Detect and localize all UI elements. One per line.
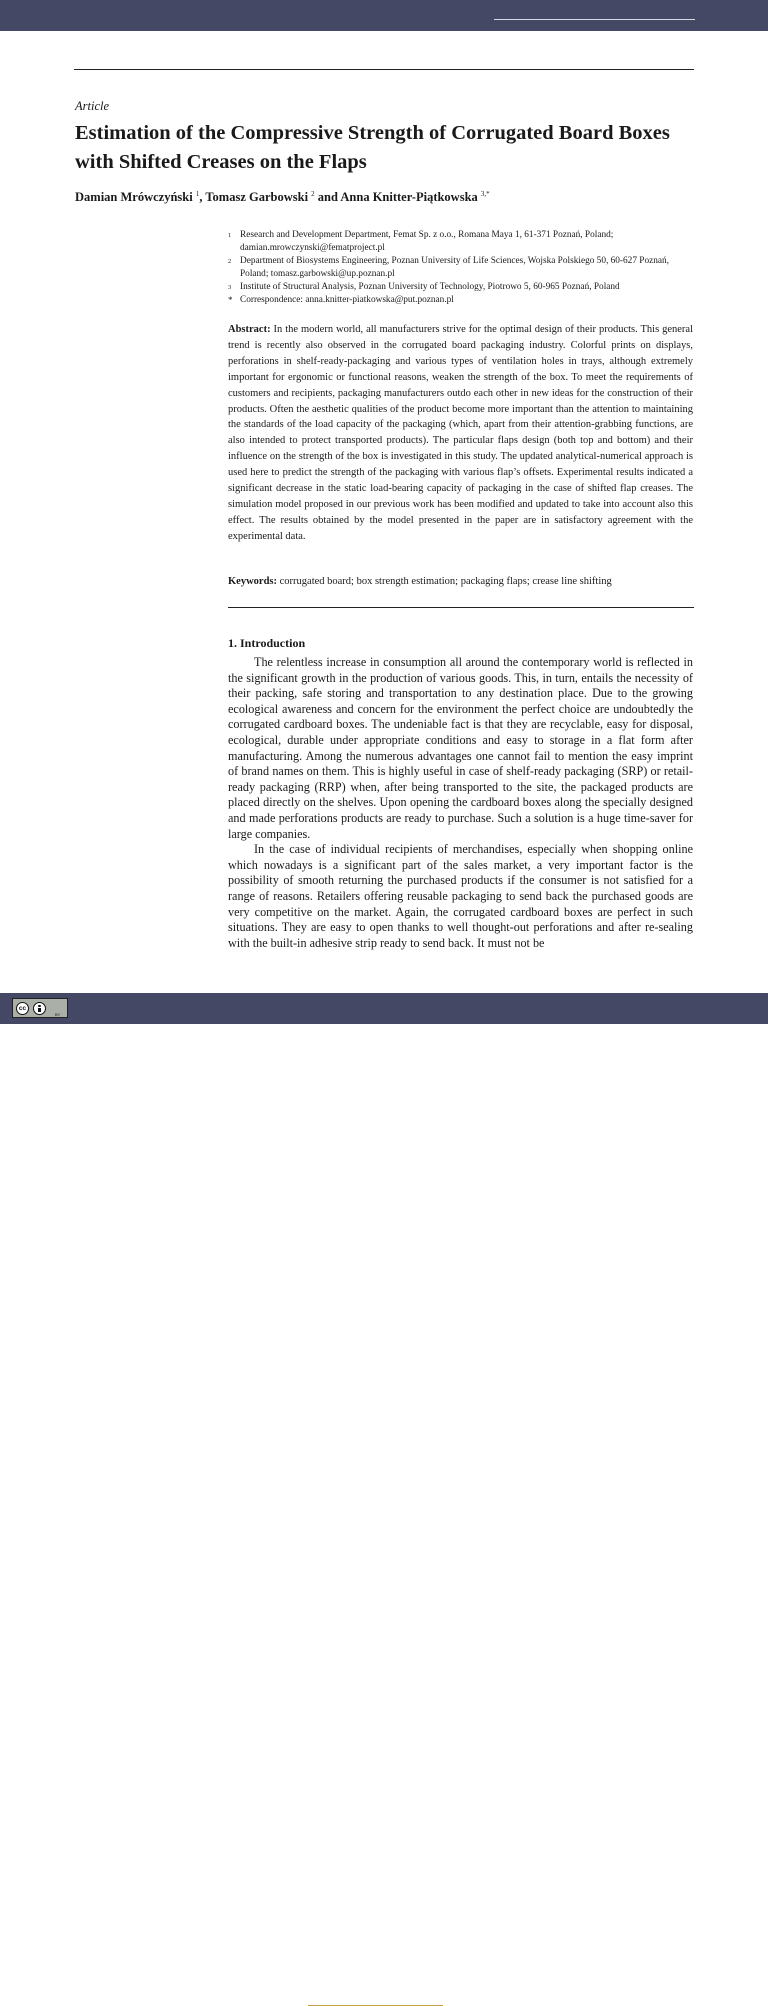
license-label: BY	[55, 1012, 61, 1017]
author-affiliation-mark: 2	[311, 190, 315, 198]
author-separator: and	[314, 190, 341, 205]
section-heading-introduction: 1. Introduction	[228, 636, 306, 650]
affiliation-item	[228, 255, 698, 281]
affiliation-mark: 2	[228, 258, 232, 265]
top-banner	[0, 0, 768, 31]
keywords-label: Keywords:	[228, 576, 277, 587]
article-title: Estimation of the Compressive Strength of Corrugated Board Boxes with Shifted Creases on the Flaps	[75, 122, 670, 173]
abstract	[228, 322, 693, 545]
section-rule	[228, 607, 694, 608]
cc-by-icon[interactable]	[12, 998, 68, 1018]
abstract-text: In the modern world, all manufacturers strive for the optimal design of their products. This general trend is recently also observed in the corrugated board packaging industry. Colorful prints on displays, perforations in shelf-ready-packaging and various types of ventilation holes in trays, although extremely important for ergonomic or functional reasons, weaken the strength of the box. To meet the requirements of customers and recipients, packaging manufacturers outdo each other in new ideas for the construction of their products. Often the aesthetic qualities of the product become more important than the attention to maintaining the standards of the load capacity of the packaging (which, apart from their attention-grabbing functions, are also intended to protect transported products). The particular flaps design (both top and bottom) and their influence on the strength of the box is investigated in this study. The updated analytical-numerical approach is used here to predict the strength of the packaging with various flap’s offsets. Experimental results indicated a significant decrease in the static load-bearing capacity of packaging in the case of shifted flap creases. The simulation model proposed in our previous work has been modified and updated to take into account also this effect. The results obtained by the model presented in the paper are in satisfactory agreement with the experimental data.	[228, 324, 694, 542]
keywords	[228, 574, 693, 590]
bottom-banner	[0, 993, 768, 1024]
affiliation-text: Research and Development Department, Femat Sp. z o.o., Romana Maya 1, 61-371 Poznań, Poland; damian.mrowczynski@fematproject.pl	[240, 230, 614, 253]
author-list	[75, 190, 490, 205]
attribution-icon	[33, 1002, 46, 1015]
author-affiliation-mark: 1	[195, 190, 200, 198]
affiliation-mark: 3	[228, 284, 232, 291]
abstract-label: Abstract:	[228, 324, 271, 335]
affiliation-mark: *	[228, 295, 233, 305]
keywords-text: corrugated board; box strength estimation; packaging flaps; crease line shifting	[279, 576, 612, 587]
author-name: Damian Mrówczyński	[75, 190, 193, 205]
header-rule	[74, 69, 694, 70]
top-banner-rule	[494, 19, 695, 20]
author-separator: ,	[199, 190, 206, 205]
article-type: Article	[75, 99, 110, 113]
affiliation-item	[228, 229, 698, 255]
introduction-body	[228, 655, 693, 951]
affiliation-text: Institute of Structural Analysis, Poznan University of Technology, Piotrowo 5, 60-965 Poznań, Poland	[240, 282, 620, 292]
paragraph: In the case of individual recipients of merchandises, especially when shopping online which nowadays is a significant part of the sales market, a very important factor is the possibility of smooth returning the purchased products if the consumer is not satisfied for a range of reasons. Retailers offering reusable packaging to send back the purchased goods are very competitive on the market. Again, the corrugated cardboard boxes are perfect in such situations. They are easy to open thanks to well thought-out perforations and after re-sealing with the built-in adhesive strip ready to send back. It must not be	[228, 842, 693, 950]
affiliation-text: Department of Biosystems Engineering, Poznan University of Life Sciences, Wojska Polskiego 50, 60-627 Poznań, Poland; tomasz.garbowski@up.poznan.pl	[240, 256, 669, 279]
author-name: Tomasz Garbowski	[205, 190, 309, 205]
paragraph: The relentless increase in consumption all around the contemporary world is reflected in the significant growth in the production of various goods. This, in turn, entails the necessity of their packing, safe storing and transportation to any destination place. Due to the growing ecological awareness and concern for the environment the perfect choice are undoubtedly the corrugated cardboard boxes. The undeniable fact is that they are recyclable, easy for disposal, ecological, durable under appropriate conditions and easy to storage in a flat form after manufacturing. Among the numerous advantages one cannot fail to mention the easy imprint of brand names on them. This is highly useful in case of shelf-ready packaging (SRP) or retail-ready packaging (RRP) when, after being transported to the site, the packaged products are placed directly on the shelves. Upon opening the cardboard boxes along the specially designed and made perforations products are ready to purchase. Such a solution is a huge time-saver for large companies.	[228, 655, 693, 841]
author-name: Anna Knitter-Piątkowska	[340, 190, 478, 205]
affiliation-text: Correspondence: anna.knitter-piatkowska@put.poznan.pl	[240, 295, 454, 305]
affiliation-item	[228, 281, 698, 294]
affiliation-mark: 1	[228, 232, 232, 239]
affiliations	[228, 229, 698, 307]
author-affiliation-mark: 3,*	[480, 190, 490, 198]
creative-commons-icon: cc	[16, 1002, 29, 1015]
affiliation-item	[228, 294, 698, 307]
